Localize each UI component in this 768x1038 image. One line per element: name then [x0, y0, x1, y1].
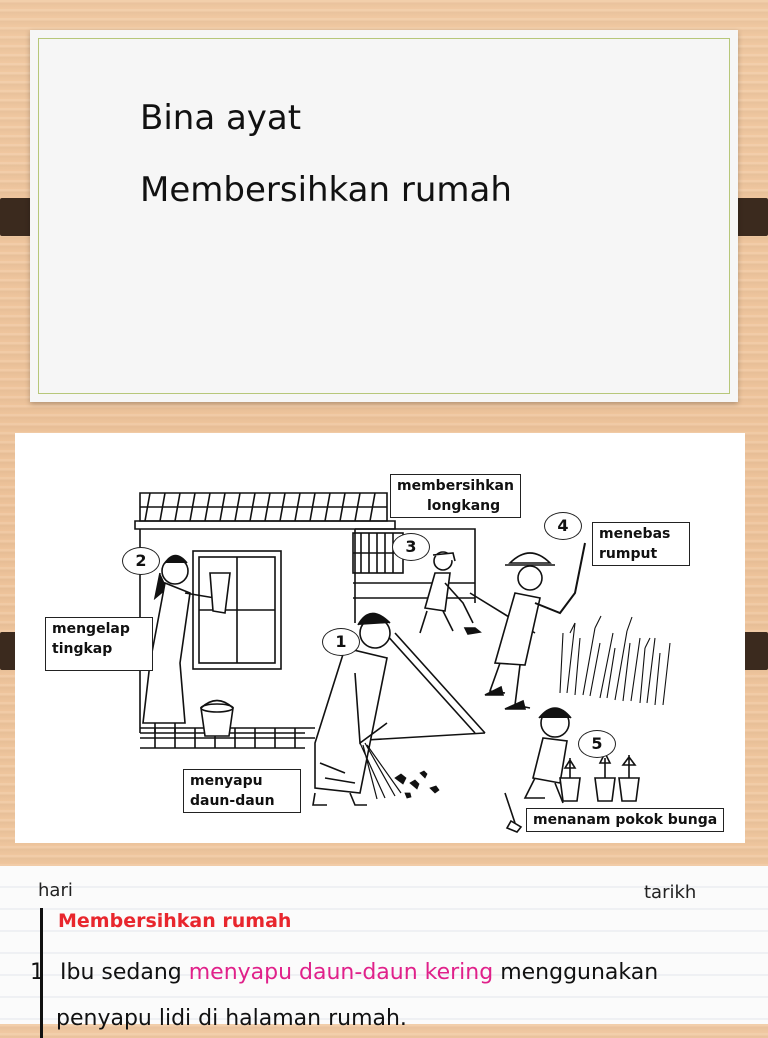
item-number: 1	[30, 960, 44, 985]
marker-1: 1	[322, 628, 360, 656]
bucket	[201, 701, 233, 737]
house-window	[193, 551, 281, 669]
person-cutting-grass	[485, 543, 585, 709]
sentence-part-1: Ibu sedang	[60, 960, 189, 985]
title-card-border	[38, 38, 730, 394]
house-roof	[135, 493, 395, 529]
slide-subtitle: Membersihkan rumah	[140, 170, 512, 210]
marker-2: 2	[122, 547, 160, 575]
label-mengelap-tingkap: mengelap tingkap	[45, 617, 153, 671]
notebook-heading: Membersihkan rumah	[58, 910, 292, 932]
marker-3: 3	[392, 533, 430, 561]
title-card	[30, 30, 738, 402]
label-menyapu-daun-daun: menyapu daun-daun	[183, 769, 301, 813]
marker-5: 5	[578, 730, 616, 758]
tall-grass	[560, 616, 670, 705]
house-wall	[140, 529, 475, 748]
sentence-part-2: menggunakan	[493, 960, 659, 985]
flower-pots	[560, 753, 639, 801]
label-menebas-rumput: menebas rumput	[592, 522, 690, 566]
tarikh-label: tarikh	[644, 882, 697, 903]
label-menanam-pokok-bunga: menanam pokok bunga	[526, 808, 724, 832]
sentence-highlight: menyapu daun-daun kering	[188, 960, 494, 985]
sentence-line-2: penyapu lidi di halaman rumah.	[56, 1006, 407, 1031]
label-membersihkan-longkang: membersihkan longkang	[390, 474, 521, 518]
marker-4: 4	[544, 512, 582, 540]
slide-title: Bina ayat	[140, 98, 302, 138]
hari-label: hari	[38, 880, 73, 901]
sentence-line-1	[60, 960, 658, 985]
illustration-panel	[15, 433, 745, 843]
notebook-page	[0, 866, 768, 1031]
